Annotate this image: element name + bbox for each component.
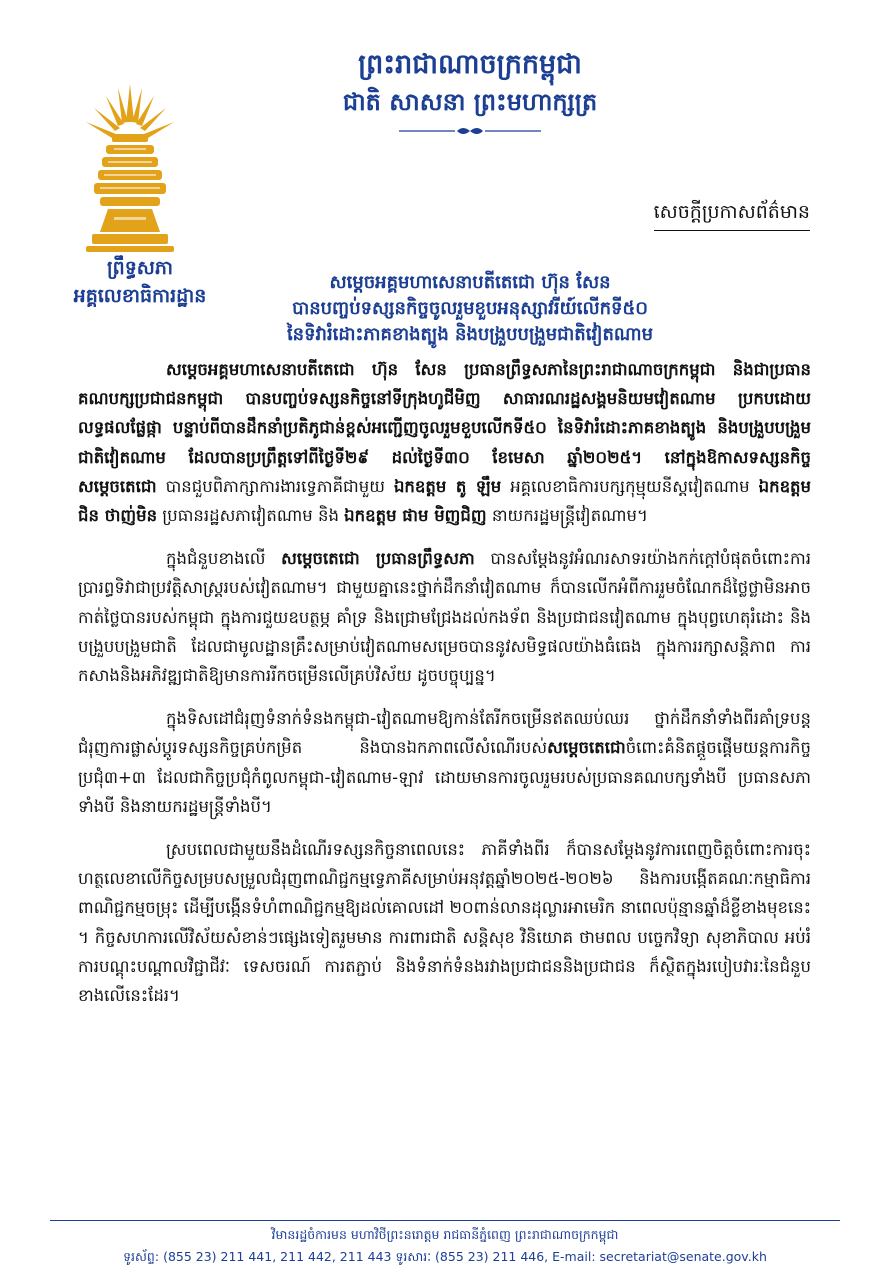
senate-emblem-icon	[78, 82, 182, 252]
para2-bold-1: សម្ដេចតេជោ ប្រធានព្រឹទ្ធសភា	[281, 549, 475, 569]
para1-text-f: នាយករដ្ឋមន្ត្រីវៀតណាម។	[486, 506, 648, 526]
org-line-senate: ព្រឹទ្ធសភា	[107, 257, 173, 279]
ornament-divider-icon	[395, 124, 545, 138]
para1-text-c: បានជួបពិភាក្សាការងារទ្វេភាគីជាមួយ	[156, 476, 394, 496]
para1-bold-lead: សម្ដេចអគ្គមហាសេនាបតីតេជោ ហ៊ុន សែន ប្រធានព្រឹទ្ធសភានៃព្រះរាជាណាចក្រកម្ពុជា និងជាប្រធានគណបក្សប្រជាជនកម្ពុជា បានបញ្ចប់ទស្សនកិច្ចនៅទីក្រុងហូជីមិញ សាធារណរដ្ឋសង្គមនិយមវៀតណាម ប្រកបដោយលទ្ធផលផ្លែផ្កា បន្ទាប់ពីបានដឹកនាំប្រតិភូជាន់ខ្ពស់អញ្ជើញចូលរួមខួបលើកទី៥០ នៃទិវារំដោះភាគខាងត្បូង និងបង្រួបបង្រួមជាតិវៀតណាម ដែលបានប្រព្រឹត្តទៅពីថ្ងៃទី២៩ ដល់ថ្ងៃទី៣០ ខែមេសា ឆ្នាំ២០២៥។ នៅក្នុងឱកាសទស្សនកិច្ច	[78, 360, 811, 467]
para1-text-d: អគ្គលេខាធិការបក្សកុម្មុយនីស្តវៀតណាម	[501, 476, 759, 496]
para1-bold-3: ឯកឧត្តម ជិន ថាញ់មិន	[78, 476, 812, 526]
title-line-2: បានបញ្ចប់ទស្សនកិច្ចចូលរួមខួបអនុស្សាវរីយ៍លើកទី៥០	[292, 298, 648, 319]
paragraph-1	[78, 355, 811, 530]
phone-numbers: (855 23) 211 441, 211 442, 211 443	[163, 1249, 392, 1264]
paragraph-2	[78, 544, 811, 690]
footer	[50, 1224, 840, 1268]
para3-text-a: ក្នុងទិសដៅជំរុញទំនាក់ទំនងកម្ពុជា-វៀតណាមឱ្យកាន់តែរីកចម្រើនឥតឈប់ឈរ ថ្នាក់ដឹកនាំទាំងពីរគាំទ្របន្តជំរុញការផ្លាស់ប្ដូរទស្សនកិច្ចគ្រប់កម្រិត និងបានឯកភាពលើសំណើរបស់	[78, 709, 811, 758]
para1-bold-4: ឯកឧត្តម ផាម មិញជិញ	[344, 506, 487, 526]
para1-bold-1: សម្ដេចតេជោ	[78, 476, 157, 496]
paragraph-4	[78, 835, 811, 1010]
kingdom-title: ព្រះរាជាណាចក្រកម្ពុជា	[358, 49, 582, 80]
para4-text-a: ស្របពេលជាមួយនឹងដំណើរទស្សនកិច្ចនាពេលនេះ ភាគីទាំងពីរ ក៏បានសម្ដែងនូវការពេញចិត្តចំពោះការចុះហត្ថលេខាលើកិច្ចសម្របសម្រួលជំរុញពាណិជ្ជកម្មទ្វេភាគីសម្រាប់អនុវត្តឆ្នាំ២០២៥-២០២៦ និងការបង្កើតគណៈកម្មាធិការពាណិជ្ជកម្មចម្រុះ ដើម្បីបង្កើនទំហំពាណិជ្ជកម្មឱ្យដល់គោលដៅ ២០ពាន់លានដុល្លារអាមេរិក នាពេលប៉ុន្មានឆ្នាំដ៏ខ្លីខាងមុខនេះ ។ កិច្ចសហការលើវិស័យសំខាន់ៗផ្សេងទៀតរួមមាន ការពារជាតិ សន្តិសុខ វិនិយោគ ថាមពល បច្ចេកវិទ្យា សុខាភិបាល អប់រំ ការបណ្ដុះបណ្ដាលវិជ្ជាជីវៈ ទេសចរណ៍ ការតភ្ជាប់ និងទំនាក់ទំនងរវាងប្រជាជននិងប្រជាជន ក៏ស្ថិតក្នុងរបៀបវារៈនៃជំនួបខាងលើនេះដែរ។	[78, 840, 811, 1006]
fax-label: ទូរសារៈ	[395, 1249, 432, 1264]
para2-text-c: បានសម្ដែងនូវអំណរសាទរយ៉ាងកក់ក្ដៅបំផុតចំពោះការប្រារព្ធទិវាជាប្រវត្តិសាស្ត្ររបស់វៀតណាម។ ជាមួយគ្នានេះថ្នាក់ដឹកនាំវៀតណាម ក៏បានលើកអំពីការរួមចំណែកដ៏ថ្លៃថ្លាមិនអាចកាត់ថ្លៃបានរបស់កម្ពុជា ក្នុងការជួយឧបត្ថម្ភ គាំទ្រ និងជ្រោមជ្រែងដល់កងទ័ព និងប្រជាជនវៀតណាម ក្នុងបុព្វហេតុរំដោះ និងបង្រួបបង្រួមជាតិ ដែលជាមូលដ្ឋានគ្រឹះសម្រាប់វៀតណាមសម្រេចបាននូវសមិទ្ធផលយ៉ាងធំធេង ក្នុងការរក្សាសន្តិភាព ការកសាងនិងអភិវឌ្ឍជាតិឱ្យមានការរីកចម្រើនលើគ្រប់វិស័យ ដូចបច្ចុប្បន្ន។	[78, 549, 811, 686]
fax-email: (855 23) 211 446, E-mail: secretariat@senate.gov.kh	[435, 1249, 767, 1264]
para3-bold-1: សម្ដេចតេជោ	[547, 738, 626, 758]
title-line-1: សម្ដេចអគ្គមហាសេនាបតីតេជោ ហ៊ុន សែន	[329, 272, 611, 293]
para1-text-e: ប្រធានរដ្ឋសភាវៀតណាម និង	[157, 506, 345, 526]
para3-text-c: ចំពោះគំនិតផ្ដួចផ្ដើមយន្តការកិច្ចប្រជុំ៣+៣ ដែលជាកិច្ចប្រជុំកំពូលកម្ពុជា-វៀតណាម-ឡាវ ដោយមានការចូលរួមរបស់ប្រធានគណបក្សទាំងបី ប្រធានសភាទាំងបី និងនាយករដ្ឋមន្ត្រីទាំងបី។	[78, 738, 811, 816]
document-title	[120, 270, 820, 348]
phone-label: ទូរស័ព្ទ:	[123, 1249, 160, 1264]
footer-divider	[50, 1220, 840, 1221]
para2-text-a: ក្នុងជំនួបខាងលើ	[166, 549, 282, 569]
footer-address: វិមានរដ្ឋចំការមន មហាវិថីព្រះនរោត្តម រាជធានីភ្នំពេញ ព្រះរាជាណាចក្រកម្ពុជា	[271, 1227, 619, 1242]
para1-bold-2: ឯកឧត្តម តូ ឡឹម	[393, 476, 502, 496]
footer-contact	[50, 1246, 840, 1268]
org-line-secretariat: អគ្គលេខាធិការដ្ឋាន	[73, 285, 207, 307]
national-motto: ជាតិ សាសនា ព្រះមហាក្សត្រ	[342, 88, 598, 116]
paragraph-3	[78, 704, 811, 821]
document-body	[78, 355, 811, 1024]
title-line-3: នៃទិវារំដោះភាគខាងត្បូង និងបង្រួបបង្រួមជាតិវៀតណាម	[286, 324, 654, 345]
document-type-label: សេចក្ដីប្រកាសព័ត៌មាន	[654, 200, 810, 231]
